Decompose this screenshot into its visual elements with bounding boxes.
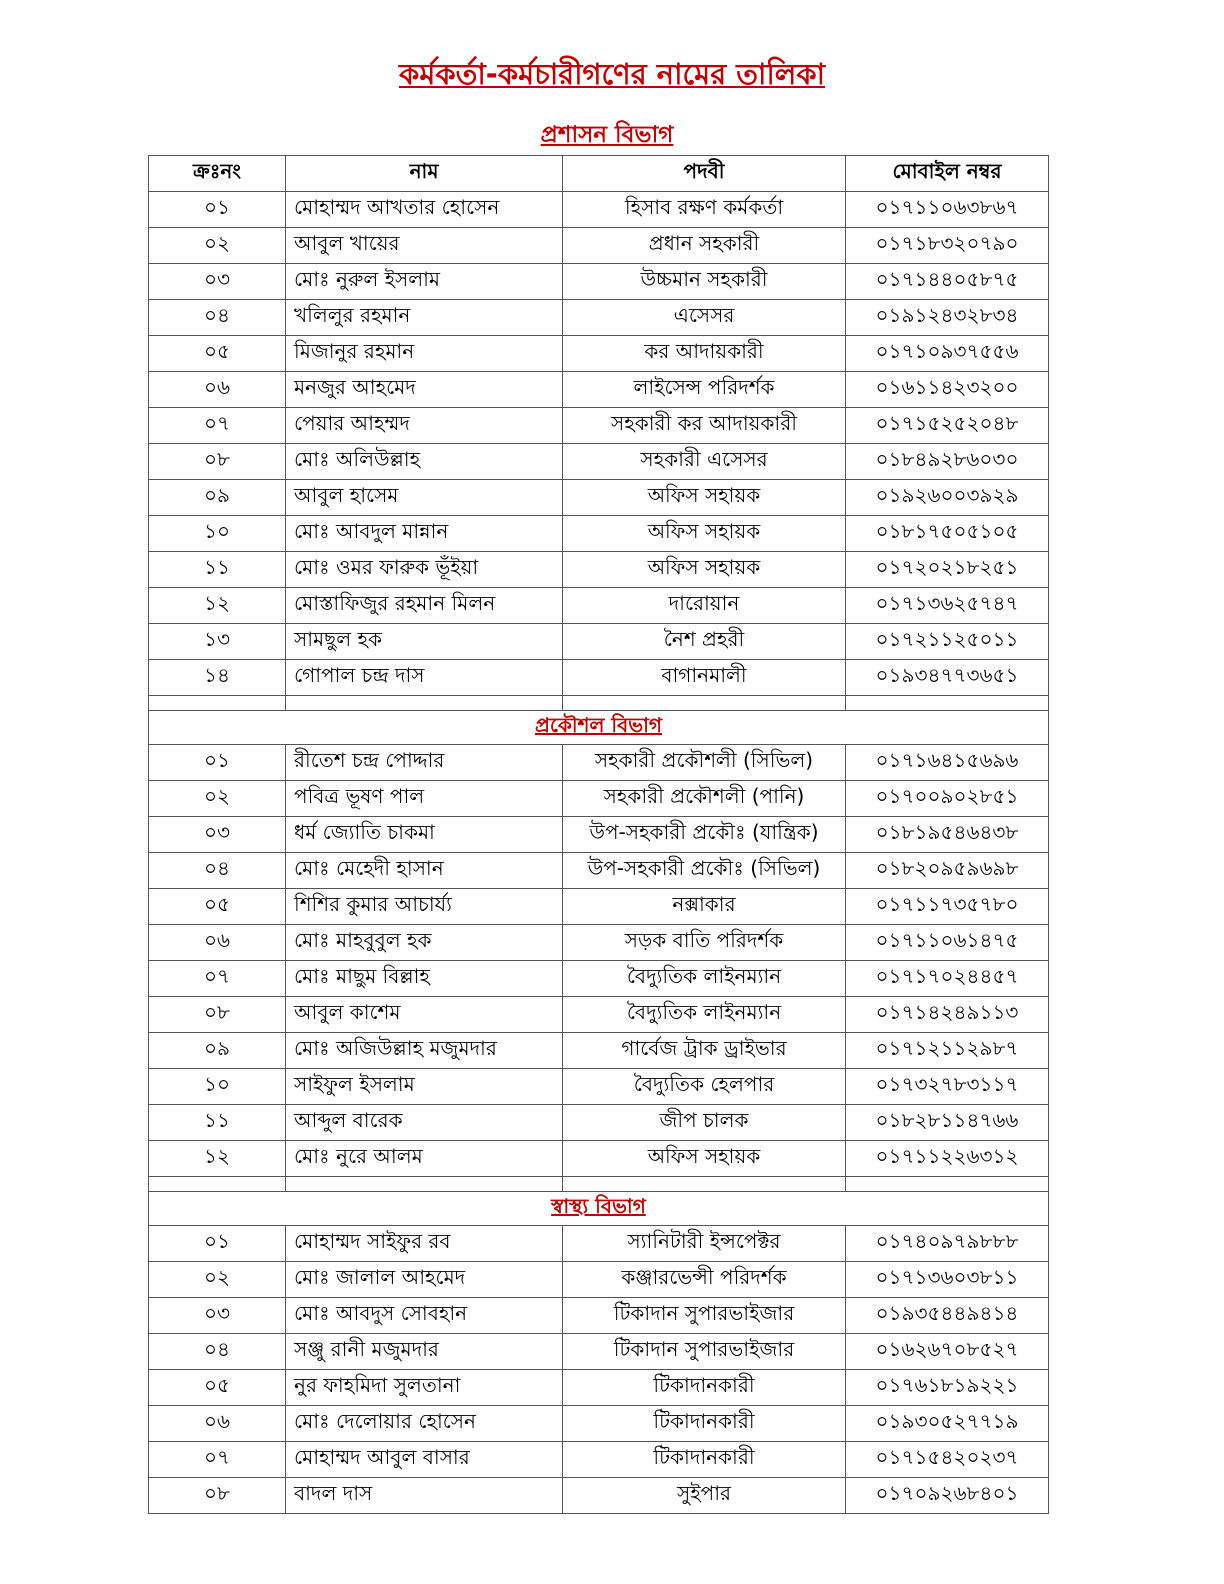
- designation-cell: সহকারী কর আদায়কারী: [563, 408, 846, 444]
- col-name: নাম: [286, 156, 563, 192]
- table-row: [149, 660, 1049, 696]
- table-row: [149, 372, 1049, 408]
- designation-cell: নক্সাকার: [563, 889, 846, 925]
- designation-cell: গার্বেজ ট্রাক ড্রাইভার: [563, 1033, 846, 1069]
- name-cell: পবিত্র ভূষণ পাল: [286, 781, 563, 817]
- table-row: [149, 781, 1049, 817]
- designation-cell: স্যানিটারী ইন্সপেক্টর: [563, 1226, 846, 1262]
- serial-cell: ০৬: [149, 925, 286, 961]
- name-cell: মোঃ মাহবুবুল হক: [286, 925, 563, 961]
- spacer-row: [149, 1177, 1049, 1192]
- section-row: [149, 711, 1049, 745]
- designation-cell: উপ-সহকারী প্রকৌঃ (সিভিল): [563, 853, 846, 889]
- mobile-cell: ০১৭১১২২৬৩১২: [846, 1141, 1049, 1177]
- mobile-cell: ০১৭১৫২৫২০৪৮: [846, 408, 1049, 444]
- staff-table: [148, 155, 1049, 1514]
- serial-cell: ০২: [149, 1262, 286, 1298]
- designation-cell: সহকারী প্রকৌশলী (পানি): [563, 781, 846, 817]
- serial-cell: ০৮: [149, 1478, 286, 1514]
- mobile-cell: ০১৭৬১৮১৯২২১: [846, 1370, 1049, 1406]
- serial-cell: ১০: [149, 1069, 286, 1105]
- designation-cell: সহকারী এসেসর: [563, 444, 846, 480]
- table-row: [149, 1298, 1049, 1334]
- designation-cell: বাগানমালী: [563, 660, 846, 696]
- name-cell: মোঃ মাছুম বিল্লাহ: [286, 961, 563, 997]
- mobile-cell: ০১৬১১৪২৩২০০: [846, 372, 1049, 408]
- serial-cell: ০৯: [149, 1033, 286, 1069]
- designation-cell: টিকাদানকারী: [563, 1406, 846, 1442]
- serial-cell: ০৭: [149, 1442, 286, 1478]
- serial-cell: ০২: [149, 781, 286, 817]
- serial-cell: ০৪: [149, 300, 286, 336]
- serial-cell: ০৪: [149, 853, 286, 889]
- name-cell: সামছুল হক: [286, 624, 563, 660]
- designation-cell: টিকাদান সুপারভাইজার: [563, 1298, 846, 1334]
- name-cell: মোহাম্মদ আবুল বাসার: [286, 1442, 563, 1478]
- table-row: [149, 624, 1049, 660]
- spacer-row: [149, 696, 1049, 711]
- serial-cell: ০৩: [149, 264, 286, 300]
- designation-cell: হিসাব রক্ষণ কর্মকর্তা: [563, 192, 846, 228]
- table-row: [149, 1406, 1049, 1442]
- name-cell: মোহাম্মদ আখতার হোসেন: [286, 192, 563, 228]
- mobile-cell: ০১৭১২১১২৯৮৭: [846, 1033, 1049, 1069]
- mobile-cell: ০১৭১৫৪২০২৩৭: [846, 1442, 1049, 1478]
- table-row: [149, 853, 1049, 889]
- designation-cell: টিকাদানকারী: [563, 1442, 846, 1478]
- serial-cell: ০৩: [149, 817, 286, 853]
- serial-cell: ০২: [149, 228, 286, 264]
- mobile-cell: ০১৭১৪২৪৯১১৩: [846, 997, 1049, 1033]
- table-row: [149, 444, 1049, 480]
- mobile-cell: ০১৭১১০৬১৪৭৫: [846, 925, 1049, 961]
- serial-cell: ০৬: [149, 1406, 286, 1442]
- name-cell: খলিলুর রহমান: [286, 300, 563, 336]
- designation-cell: সড়ক বাতি পরিদর্শক: [563, 925, 846, 961]
- col-serial: ক্রঃনং: [149, 156, 286, 192]
- name-cell: মোঃ আবদুল মান্নান: [286, 516, 563, 552]
- designation-cell: টিকাদানকারী: [563, 1370, 846, 1406]
- designation-cell: দারোয়ান: [563, 588, 846, 624]
- name-cell: সাইফুল ইসলাম: [286, 1069, 563, 1105]
- designation-cell: উচ্চমান সহকারী: [563, 264, 846, 300]
- serial-cell: ০১: [149, 1226, 286, 1262]
- table-row: [149, 961, 1049, 997]
- name-cell: আবুল কাশেম: [286, 997, 563, 1033]
- name-cell: বাদল দাস: [286, 1478, 563, 1514]
- serial-cell: ০৭: [149, 961, 286, 997]
- table-row: [149, 889, 1049, 925]
- serial-cell: ০৫: [149, 1370, 286, 1406]
- mobile-cell: ০১৭১০৯৩৭৫৫৬: [846, 336, 1049, 372]
- table-row: [149, 1141, 1049, 1177]
- mobile-cell: ০১৮৪৯২৮৬০৩০: [846, 444, 1049, 480]
- mobile-cell: ০১৭১১০৬৩৮৬৭: [846, 192, 1049, 228]
- table-row: [149, 1262, 1049, 1298]
- mobile-cell: ০১৯৩৫৪৪৯৪১৪: [846, 1298, 1049, 1334]
- name-cell: মোঃ জালাল আহমেদ: [286, 1262, 563, 1298]
- mobile-cell: ০১৮১৭৫০৫১০৫: [846, 516, 1049, 552]
- serial-cell: ০৫: [149, 889, 286, 925]
- table-row: [149, 1226, 1049, 1262]
- name-cell: আবুল হাসেম: [286, 480, 563, 516]
- serial-cell: ০৬: [149, 372, 286, 408]
- table-row: [149, 1370, 1049, 1406]
- table-row: [149, 925, 1049, 961]
- mobile-cell: ০১৭১১৭৩৫৭৮০: [846, 889, 1049, 925]
- name-cell: মনজুর আহমেদ: [286, 372, 563, 408]
- name-cell: মোঃ আবদুস সোবহান: [286, 1298, 563, 1334]
- designation-cell: বৈদ্যুতিক লাইনম্যান: [563, 997, 846, 1033]
- serial-cell: ১১: [149, 552, 286, 588]
- page-title: কর্মকর্তা-কর্মচারীগণের নামের তালিকা: [398, 57, 826, 91]
- name-cell: মোঃ নুরে আলম: [286, 1141, 563, 1177]
- mobile-cell: ০১৭১৪৪০৫৮৭৫: [846, 264, 1049, 300]
- mobile-cell: ০১৯৩০৫২৭৭১৯: [846, 1406, 1049, 1442]
- mobile-cell: ০১৭২১১২৫০১১: [846, 624, 1049, 660]
- designation-cell: বৈদ্যুতিক লাইনম্যান: [563, 961, 846, 997]
- table-row: [149, 480, 1049, 516]
- mobile-cell: ০১৭০০৯০২৮৫১: [846, 781, 1049, 817]
- serial-cell: ১২: [149, 588, 286, 624]
- serial-cell: ০৯: [149, 480, 286, 516]
- designation-cell: এসেসর: [563, 300, 846, 336]
- mobile-cell: ০১৯৩৪৭৭৩৬৫১: [846, 660, 1049, 696]
- serial-cell: ১৩: [149, 624, 286, 660]
- table-row: [149, 192, 1049, 228]
- section-heading: [149, 711, 1049, 745]
- serial-cell: ১২: [149, 1141, 286, 1177]
- table-row: [149, 997, 1049, 1033]
- name-cell: মোঃ ওমর ফারুক ভূঁইয়া: [286, 552, 563, 588]
- serial-cell: ০৪: [149, 1334, 286, 1370]
- mobile-cell: ০১৭৩২৭৮৩১১৭: [846, 1069, 1049, 1105]
- name-cell: আবুল খায়ের: [286, 228, 563, 264]
- designation-cell: অফিস সহায়ক: [563, 1141, 846, 1177]
- name-cell: মোঃ মেহেদী হাসান: [286, 853, 563, 889]
- table-row: [149, 1442, 1049, 1478]
- table-row: [149, 745, 1049, 781]
- table-row: [149, 552, 1049, 588]
- designation-cell: সহকারী প্রকৌশলী (সিভিল): [563, 745, 846, 781]
- name-cell: মিজানুর রহমান: [286, 336, 563, 372]
- table-row: [149, 1334, 1049, 1370]
- serial-cell: ১০: [149, 516, 286, 552]
- designation-cell: সুইপার: [563, 1478, 846, 1514]
- serial-cell: ০৫: [149, 336, 286, 372]
- table-row: [149, 408, 1049, 444]
- section-title: স্বাস্থ্য বিভাগ: [551, 1194, 646, 1218]
- serial-cell: ০৮: [149, 444, 286, 480]
- name-cell: মোঃ দেলোয়ার হোসেন: [286, 1406, 563, 1442]
- table-row: [149, 336, 1049, 372]
- table-row: [149, 264, 1049, 300]
- serial-cell: ০৮: [149, 997, 286, 1033]
- name-cell: মোঃ নুরুল ইসলাম: [286, 264, 563, 300]
- serial-cell: ০৭: [149, 408, 286, 444]
- empty-cell: [563, 1177, 846, 1192]
- designation-cell: বৈদ্যুতিক হেলপার: [563, 1069, 846, 1105]
- mobile-cell: ০১৭২০২১৮২৫১: [846, 552, 1049, 588]
- col-mobile: মোবাইল নম্বর: [846, 156, 1049, 192]
- empty-cell: [149, 696, 286, 711]
- table-row: [149, 588, 1049, 624]
- name-cell: মোস্তাফিজুর রহমান মিলন: [286, 588, 563, 624]
- serial-cell: ০১: [149, 745, 286, 781]
- designation-cell: কর আদায়কারী: [563, 336, 846, 372]
- name-cell: রীতেশ চন্দ্র পোদ্দার: [286, 745, 563, 781]
- designation-cell: টিকাদান সুপারভাইজার: [563, 1334, 846, 1370]
- name-cell: মোহাম্মদ সাইফুর রব: [286, 1226, 563, 1262]
- mobile-cell: ০১৮২৮১১৪৭৬৬: [846, 1105, 1049, 1141]
- mobile-cell: ০১৭১৭০২৪৪৫৭: [846, 961, 1049, 997]
- table-row: [149, 817, 1049, 853]
- empty-cell: [846, 696, 1049, 711]
- header-row: [149, 156, 1049, 192]
- designation-cell: প্রধান সহকারী: [563, 228, 846, 264]
- mobile-cell: ০১৮১৯৫৪৬৪৩৮: [846, 817, 1049, 853]
- name-cell: ধর্ম জ্যোতি চাকমা: [286, 817, 563, 853]
- designation-cell: কঞ্জারভেন্সী পরিদর্শক: [563, 1262, 846, 1298]
- mobile-cell: ০১৭১৩৬২৫৭৪৭: [846, 588, 1049, 624]
- empty-cell: [149, 1177, 286, 1192]
- designation-cell: অফিস সহায়ক: [563, 552, 846, 588]
- mobile-cell: ০১৯১২৪৩২৮৩৪: [846, 300, 1049, 336]
- mobile-cell: ০১৬২৬৭০৮৫২৭: [846, 1334, 1049, 1370]
- serial-cell: ০৩: [149, 1298, 286, 1334]
- name-cell: পেয়ার আহম্মদ: [286, 408, 563, 444]
- serial-cell: ১১: [149, 1105, 286, 1141]
- mobile-cell: ০১৮২০৯৫৯৬৯৮: [846, 853, 1049, 889]
- name-cell: শিশির কুমার আচার্য্য: [286, 889, 563, 925]
- name-cell: আব্দুল বারেক: [286, 1105, 563, 1141]
- mobile-cell: ০১৭০৯২৬৮৪০১: [846, 1478, 1049, 1514]
- table-row: [149, 1105, 1049, 1141]
- serial-cell: ০১: [149, 192, 286, 228]
- designation-cell: জীপ চালক: [563, 1105, 846, 1141]
- name-cell: নুর ফাহমিদা সুলতানা: [286, 1370, 563, 1406]
- serial-cell: ১৪: [149, 660, 286, 696]
- empty-cell: [846, 1177, 1049, 1192]
- section-heading: [149, 1192, 1049, 1226]
- designation-cell: অফিস সহায়ক: [563, 516, 846, 552]
- designation-cell: নৈশ প্রহরী: [563, 624, 846, 660]
- section-heading: প্রশাসন বিভাগ: [540, 122, 674, 148]
- empty-cell: [286, 1177, 563, 1192]
- table-row: [149, 1033, 1049, 1069]
- mobile-cell: ০১৭১৬৪১৫৬৯৬: [846, 745, 1049, 781]
- designation-cell: অফিস সহায়ক: [563, 480, 846, 516]
- section-title: প্রকৌশল বিভাগ: [534, 713, 663, 737]
- mobile-cell: ০১৭১৩৬০৩৮১১: [846, 1262, 1049, 1298]
- empty-cell: [286, 696, 563, 711]
- designation-cell: উপ-সহকারী প্রকৌঃ (যান্ত্রিক): [563, 817, 846, 853]
- table-row: [149, 1069, 1049, 1105]
- mobile-cell: ০১৯২৬০০৩৯২৯: [846, 480, 1049, 516]
- table-row: [149, 228, 1049, 264]
- mobile-cell: ০১৭১৮৩২০৭৯০: [846, 228, 1049, 264]
- name-cell: সঞ্জু রানী মজুমদার: [286, 1334, 563, 1370]
- name-cell: গোপাল চন্দ্র দাস: [286, 660, 563, 696]
- col-designation: পদবী: [563, 156, 846, 192]
- section-row: [149, 1192, 1049, 1226]
- name-cell: মোঃ অলিউল্লাহ: [286, 444, 563, 480]
- designation-cell: লাইসেন্স পরিদর্শক: [563, 372, 846, 408]
- table-row: [149, 516, 1049, 552]
- table-row: [149, 300, 1049, 336]
- name-cell: মোঃ অজিউল্লাহ মজুমদার: [286, 1033, 563, 1069]
- mobile-cell: ০১৭৪০৯৭৯৮৮৮: [846, 1226, 1049, 1262]
- empty-cell: [563, 696, 846, 711]
- table-row: [149, 1478, 1049, 1514]
